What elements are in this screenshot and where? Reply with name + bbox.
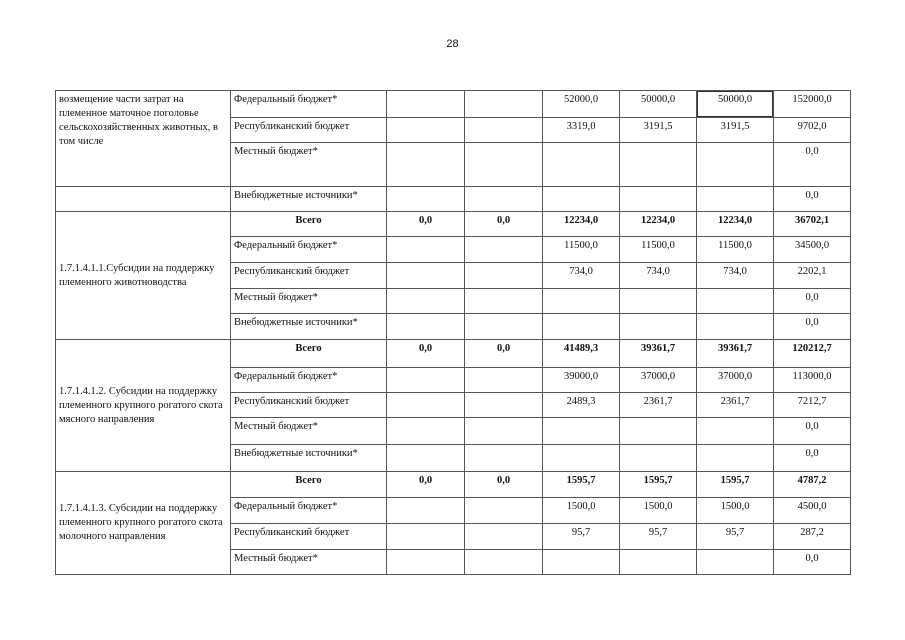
value-cell: 34500,0 bbox=[774, 237, 851, 263]
value-cell bbox=[465, 237, 543, 263]
total-label: Всего bbox=[231, 340, 387, 368]
value-cell: 0,0 bbox=[387, 472, 465, 498]
value-cell: 12234,0 bbox=[543, 212, 620, 237]
value-cell: 0,0 bbox=[387, 212, 465, 237]
value-cell bbox=[465, 393, 543, 418]
value-cell bbox=[697, 314, 774, 340]
value-cell bbox=[620, 445, 697, 472]
budget-table bbox=[55, 90, 851, 575]
value-cell bbox=[465, 418, 543, 445]
value-cell bbox=[465, 263, 543, 289]
value-cell: 0,0 bbox=[774, 314, 851, 340]
value-cell: 0,0 bbox=[774, 289, 851, 314]
value-cell bbox=[465, 524, 543, 550]
value-cell: 0,0 bbox=[465, 472, 543, 498]
value-cell: 50000,0 bbox=[697, 91, 774, 118]
funding-source: Местный бюджет* bbox=[231, 550, 387, 575]
value-cell bbox=[387, 289, 465, 314]
value-cell: 37000,0 bbox=[620, 368, 697, 393]
value-cell bbox=[465, 498, 543, 524]
value-cell bbox=[387, 418, 465, 445]
value-cell bbox=[387, 550, 465, 575]
value-cell bbox=[465, 445, 543, 472]
value-cell: 152000,0 bbox=[774, 91, 851, 118]
value-cell bbox=[387, 524, 465, 550]
value-cell: 0,0 bbox=[774, 550, 851, 575]
value-cell: 0,0 bbox=[465, 340, 543, 368]
value-cell: 1595,7 bbox=[543, 472, 620, 498]
value-cell: 734,0 bbox=[620, 263, 697, 289]
value-cell bbox=[387, 368, 465, 393]
value-cell: 11500,0 bbox=[697, 237, 774, 263]
value-cell: 39361,7 bbox=[620, 340, 697, 368]
value-cell bbox=[543, 550, 620, 575]
value-cell: 95,7 bbox=[620, 524, 697, 550]
value-cell: 0,0 bbox=[774, 143, 851, 187]
value-cell bbox=[697, 289, 774, 314]
value-cell bbox=[543, 143, 620, 187]
value-cell: 120212,7 bbox=[774, 340, 851, 368]
row-description: 1.7.1.4.1.2. Субсидии на поддержку племенного крупного рогатого скота мясного направления bbox=[56, 340, 231, 472]
value-cell bbox=[697, 550, 774, 575]
value-cell bbox=[465, 368, 543, 393]
value-cell: 7212,7 bbox=[774, 393, 851, 418]
funding-source: Внебюджетные источники* bbox=[231, 445, 387, 472]
value-cell bbox=[387, 237, 465, 263]
value-cell bbox=[387, 118, 465, 143]
table-row bbox=[56, 212, 851, 237]
value-cell: 11500,0 bbox=[620, 237, 697, 263]
value-cell bbox=[387, 393, 465, 418]
empty-description-cell bbox=[56, 187, 231, 212]
value-cell bbox=[387, 445, 465, 472]
value-cell bbox=[465, 314, 543, 340]
funding-source: Местный бюджет* bbox=[231, 143, 387, 187]
value-cell bbox=[697, 418, 774, 445]
value-cell bbox=[543, 289, 620, 314]
value-cell: 4500,0 bbox=[774, 498, 851, 524]
value-cell bbox=[465, 91, 543, 118]
value-cell bbox=[620, 143, 697, 187]
funding-source: Республиканский бюджет bbox=[231, 118, 387, 143]
value-cell: 52000,0 bbox=[543, 91, 620, 118]
value-cell: 3191,5 bbox=[697, 118, 774, 143]
value-cell: 3191,5 bbox=[620, 118, 697, 143]
value-cell: 41489,3 bbox=[543, 340, 620, 368]
funding-source: Федеральный бюджет* bbox=[231, 237, 387, 263]
value-cell: 1500,0 bbox=[543, 498, 620, 524]
funding-source: Местный бюджет* bbox=[231, 289, 387, 314]
value-cell bbox=[543, 314, 620, 340]
value-cell: 0,0 bbox=[774, 187, 851, 212]
value-cell: 39000,0 bbox=[543, 368, 620, 393]
value-cell bbox=[697, 143, 774, 187]
value-cell bbox=[465, 187, 543, 212]
value-cell: 95,7 bbox=[697, 524, 774, 550]
table-row bbox=[56, 340, 851, 368]
total-label: Всего bbox=[231, 212, 387, 237]
value-cell: 37000,0 bbox=[697, 368, 774, 393]
row-description: возмещение части затрат на племенное маточное поголовье сельскохозяйственных животных, в том числе bbox=[56, 91, 231, 187]
value-cell: 1500,0 bbox=[620, 498, 697, 524]
value-cell bbox=[543, 445, 620, 472]
total-label: Всего bbox=[231, 472, 387, 498]
value-cell bbox=[620, 550, 697, 575]
funding-source: Внебюджетные источники* bbox=[231, 187, 387, 212]
funding-source: Местный бюджет* bbox=[231, 418, 387, 445]
funding-source: Республиканский бюджет bbox=[231, 263, 387, 289]
value-cell: 1500,0 bbox=[697, 498, 774, 524]
value-cell: 12234,0 bbox=[620, 212, 697, 237]
row-description: 1.7.1.4.1.1.Субсидии на поддержку племенного животноводства bbox=[56, 212, 231, 340]
funding-source: Федеральный бюджет* bbox=[231, 91, 387, 118]
value-cell: 0,0 bbox=[387, 340, 465, 368]
value-cell: 11500,0 bbox=[543, 237, 620, 263]
value-cell: 1595,7 bbox=[620, 472, 697, 498]
value-cell bbox=[620, 418, 697, 445]
funding-source: Республиканский бюджет bbox=[231, 393, 387, 418]
value-cell: 36702,1 bbox=[774, 212, 851, 237]
value-cell bbox=[465, 550, 543, 575]
value-cell bbox=[620, 187, 697, 212]
funding-source: Федеральный бюджет* bbox=[231, 368, 387, 393]
value-cell: 0,0 bbox=[774, 445, 851, 472]
value-cell bbox=[465, 143, 543, 187]
value-cell: 287,2 bbox=[774, 524, 851, 550]
table-row bbox=[56, 91, 851, 118]
value-cell: 2202,1 bbox=[774, 263, 851, 289]
funding-source: Федеральный бюджет* bbox=[231, 498, 387, 524]
row-description: 1.7.1.4.1.3. Субсидии на поддержку племенного крупного рогатого скота молочного направления bbox=[56, 472, 231, 575]
value-cell bbox=[465, 118, 543, 143]
value-cell: 0,0 bbox=[465, 212, 543, 237]
value-cell bbox=[387, 263, 465, 289]
value-cell bbox=[543, 418, 620, 445]
value-cell bbox=[465, 289, 543, 314]
value-cell bbox=[697, 187, 774, 212]
value-cell: 39361,7 bbox=[697, 340, 774, 368]
value-cell: 2489,3 bbox=[543, 393, 620, 418]
value-cell bbox=[697, 445, 774, 472]
value-cell bbox=[543, 187, 620, 212]
value-cell bbox=[387, 498, 465, 524]
table-row bbox=[56, 187, 851, 212]
value-cell: 50000,0 bbox=[620, 91, 697, 118]
funding-source: Внебюджетные источники* bbox=[231, 314, 387, 340]
value-cell: 1595,7 bbox=[697, 472, 774, 498]
page-number: 28 bbox=[446, 38, 459, 50]
value-cell bbox=[387, 143, 465, 187]
table-row bbox=[56, 472, 851, 498]
value-cell: 2361,7 bbox=[697, 393, 774, 418]
value-cell: 3319,0 bbox=[543, 118, 620, 143]
value-cell bbox=[620, 314, 697, 340]
value-cell: 734,0 bbox=[697, 263, 774, 289]
value-cell: 12234,0 bbox=[697, 212, 774, 237]
value-cell bbox=[387, 91, 465, 118]
value-cell: 734,0 bbox=[543, 263, 620, 289]
value-cell: 4787,2 bbox=[774, 472, 851, 498]
value-cell bbox=[387, 187, 465, 212]
value-cell bbox=[620, 289, 697, 314]
value-cell: 9702,0 bbox=[774, 118, 851, 143]
value-cell: 95,7 bbox=[543, 524, 620, 550]
funding-source: Республиканский бюджет bbox=[231, 524, 387, 550]
value-cell: 0,0 bbox=[774, 418, 851, 445]
value-cell bbox=[387, 314, 465, 340]
value-cell: 2361,7 bbox=[620, 393, 697, 418]
value-cell: 113000,0 bbox=[774, 368, 851, 393]
